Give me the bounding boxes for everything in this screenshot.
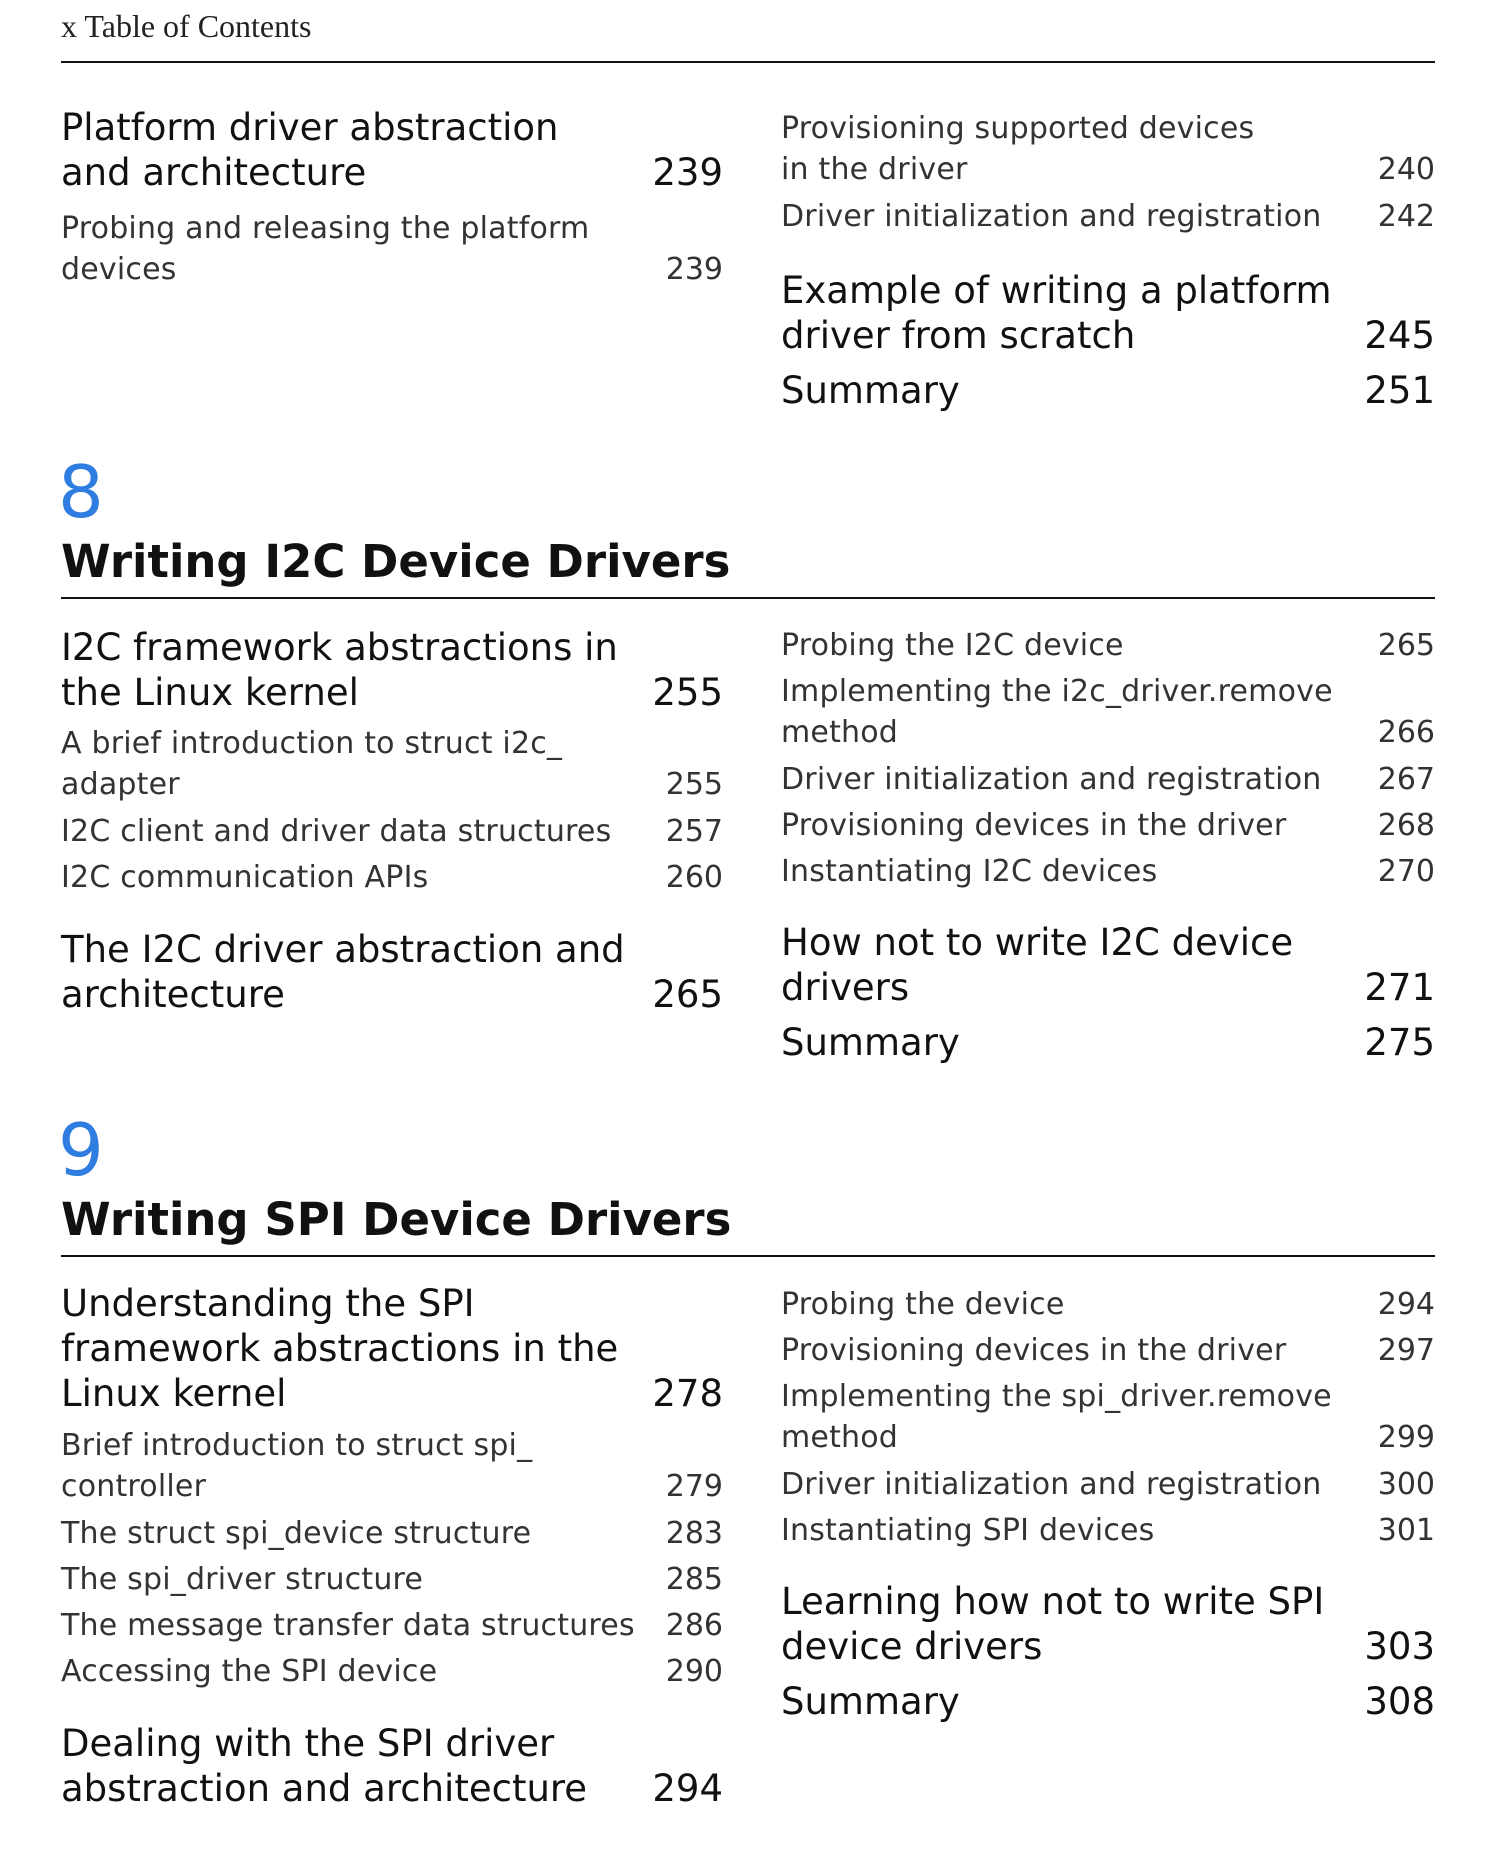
page-number: 265 [652, 973, 723, 1016]
entry-title: Platform driver abstraction and architecture [61, 106, 559, 194]
toc-entry[interactable] [61, 1281, 723, 1416]
page-number: 283 [665, 1516, 723, 1551]
toc-entry[interactable] [61, 1651, 723, 1692]
entry-title: Learning how not to write SPI device drivers [781, 1580, 1325, 1668]
page-number: 278 [652, 1372, 723, 1415]
entry-title: Brief introduction to struct spi_ controller [61, 1428, 533, 1504]
toc-entry[interactable] [781, 1376, 1435, 1458]
entry-title: Summary [781, 369, 960, 412]
entry-title: Understanding the SPI framework abstractions in the Linux kernel [61, 1282, 619, 1415]
page-number: 268 [1377, 808, 1435, 843]
entry-title: Probing and releasing the platform devices [61, 211, 590, 287]
entry-title: Provisioning devices in the driver [781, 1333, 1287, 1368]
entry-title: I2C communication APIs [61, 860, 429, 895]
toc-entry[interactable] [781, 1679, 1435, 1724]
toc-entry[interactable] [781, 920, 1435, 1010]
toc-entry[interactable] [781, 196, 1435, 237]
chapter-rule [61, 597, 1435, 599]
entry-title: I2C client and driver data structures [61, 814, 612, 849]
toc-entry[interactable] [61, 1559, 723, 1600]
page-number: 294 [652, 1767, 723, 1810]
toc-entry[interactable] [61, 723, 723, 805]
entry-title: Driver initialization and registration [781, 762, 1322, 797]
toc-entry[interactable] [61, 1721, 723, 1811]
page-number: 300 [1377, 1467, 1435, 1502]
toc-entry[interactable] [781, 625, 1435, 666]
toc-entry[interactable] [61, 857, 723, 898]
entry-title: The struct spi_device structure [61, 1516, 532, 1551]
page-number: 255 [652, 671, 723, 714]
toc-entry[interactable] [781, 268, 1435, 358]
entry-title: I2C framework abstractions in the Linux kernel [61, 626, 618, 714]
toc-entry[interactable] [61, 927, 723, 1017]
page-number: 240 [1377, 152, 1435, 187]
toc-entry[interactable] [61, 811, 723, 852]
page-number: 242 [1377, 199, 1435, 234]
page-number: 239 [652, 151, 723, 194]
toc-entry[interactable] [61, 625, 723, 715]
toc-column-right-ch8 [781, 625, 1435, 1075]
toc-column-left-ch8 [61, 625, 723, 1025]
entry-title: Example of writing a platform driver from scratch [781, 269, 1332, 357]
entry-title: Provisioning devices in the driver [781, 808, 1287, 843]
entry-title: A brief introduction to struct i2c_ adapter [61, 726, 563, 802]
page-number: 251 [1364, 369, 1435, 412]
toc-column-left-ch9 [61, 1281, 723, 1841]
toc-column-right-top [781, 108, 1435, 428]
header-rule [61, 61, 1435, 63]
entry-title: Instantiating I2C devices [781, 854, 1158, 889]
toc-column-right-ch9 [781, 1284, 1435, 1734]
chapter-title[interactable]: Writing SPI Device Drivers [61, 1193, 732, 1246]
page-number: 285 [665, 1562, 723, 1597]
entry-title: How not to write I2C device drivers [781, 921, 1294, 1009]
entry-title: Accessing the SPI device [61, 1654, 438, 1689]
toc-entry[interactable] [781, 851, 1435, 892]
page-number: 239 [665, 252, 723, 287]
page-number: 255 [665, 767, 723, 802]
chapter-title[interactable]: Writing I2C Device Drivers [61, 535, 731, 588]
entry-title: The message transfer data structures [61, 1608, 635, 1643]
toc-entry[interactable] [781, 1510, 1435, 1551]
page-number: 275 [1364, 1021, 1435, 1064]
page-number: 290 [665, 1654, 723, 1689]
entry-title: Driver initialization and registration [781, 1467, 1322, 1502]
toc-entry[interactable] [781, 1330, 1435, 1371]
toc-column-left-top [61, 105, 723, 445]
toc-entry[interactable] [781, 108, 1435, 190]
entry-title: Implementing the i2c_driver.remove method [781, 674, 1333, 750]
entry-title: The spi_driver structure [61, 1562, 424, 1597]
toc-entry[interactable] [61, 208, 723, 290]
toc-entry[interactable] [781, 671, 1435, 753]
page-number: 270 [1377, 854, 1435, 889]
toc-entry[interactable] [781, 805, 1435, 846]
chapter-number: 9 [58, 1108, 104, 1192]
toc-entry[interactable] [781, 1020, 1435, 1065]
page-number: 299 [1377, 1420, 1435, 1455]
page-number: 279 [665, 1469, 723, 1504]
page-number: 260 [665, 860, 723, 895]
chapter-rule [61, 1255, 1435, 1257]
toc-entry[interactable] [781, 1284, 1435, 1325]
chapter-number: 8 [58, 450, 104, 534]
page-number: 271 [1364, 966, 1435, 1009]
entry-title: Summary [781, 1680, 960, 1723]
page-number: 245 [1364, 314, 1435, 357]
toc-entry[interactable] [61, 1605, 723, 1646]
entry-title: Provisioning supported devices in the driver [781, 111, 1255, 187]
entry-title: Probing the I2C device [781, 628, 1124, 663]
toc-entry[interactable] [61, 1513, 723, 1554]
toc-entry[interactable] [781, 368, 1435, 413]
entry-title: Instantiating SPI devices [781, 1513, 1155, 1548]
page-number: 297 [1377, 1333, 1435, 1368]
entry-title: Dealing with the SPI driver abstraction and architecture [61, 1722, 588, 1810]
toc-entry[interactable] [781, 1464, 1435, 1505]
page-number: 303 [1364, 1625, 1435, 1668]
page-number: 267 [1377, 762, 1435, 797]
page-number: 265 [1377, 628, 1435, 663]
toc-entry[interactable] [61, 105, 723, 195]
page-number: 257 [665, 814, 723, 849]
entry-title: Driver initialization and registration [781, 199, 1322, 234]
toc-entry[interactable] [781, 759, 1435, 800]
entry-title: Implementing the spi_driver.remove method [781, 1379, 1332, 1455]
page-number: 301 [1377, 1513, 1435, 1548]
entry-title: The I2C driver abstraction and architecture [61, 928, 625, 1016]
toc-entry[interactable] [61, 1425, 723, 1507]
page-number: 266 [1377, 715, 1435, 750]
entry-title: Summary [781, 1021, 960, 1064]
running-head: x Table of Contents [61, 8, 312, 44]
page-number: 294 [1377, 1287, 1435, 1322]
page-number: 308 [1364, 1680, 1435, 1723]
entry-title: Probing the device [781, 1287, 1065, 1322]
page-number: 286 [665, 1608, 723, 1643]
toc-entry[interactable] [781, 1579, 1435, 1669]
